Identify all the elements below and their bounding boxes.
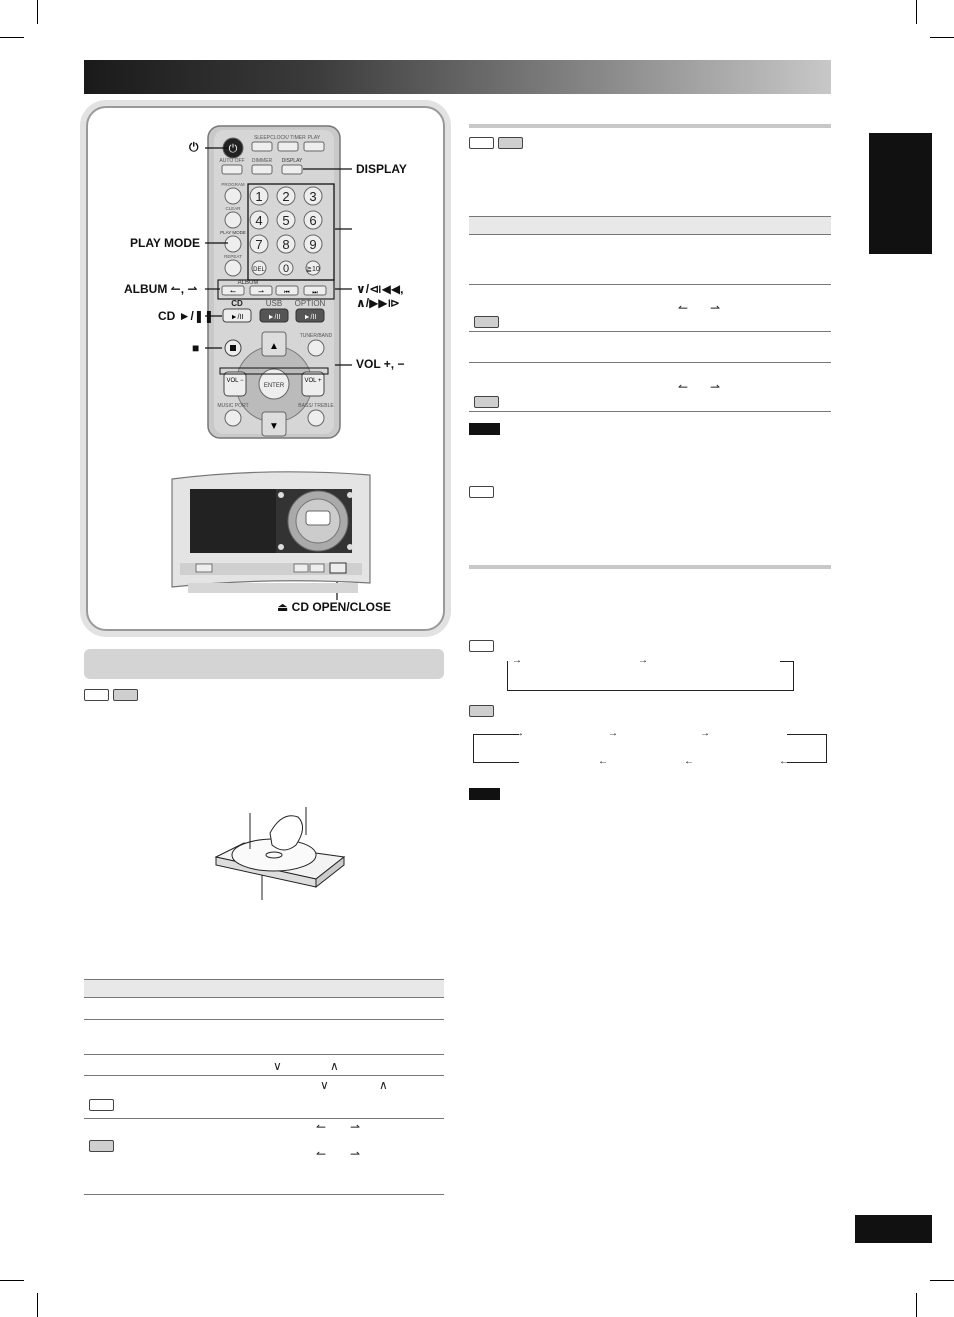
digit-label: 6 [309,213,317,228]
svg-text:►/II: ►/II [230,314,244,321]
unit-open-close-button [330,563,346,573]
note-tag [469,423,500,435]
skip-up-symbol: ∧ [379,1078,388,1092]
flow-diagram-line [507,690,794,691]
left-table-rule [84,997,444,998]
flow-diagram-line [780,661,794,662]
display-label: DISPLAY [281,158,303,164]
mode-chip-gray [474,316,499,328]
left-table-rule [84,1118,444,1119]
crop-mark [0,1280,24,1281]
mode-chip-white [469,486,494,498]
crop-mark [916,1293,917,1317]
mode-chip-white [84,689,109,701]
digit-label: ≧10 [306,266,320,273]
mode-chip-gray [474,396,499,408]
repeat-label: REPEAT [224,254,242,259]
vol-callout: VOL +, − [356,357,405,371]
right-table-rule [469,411,831,412]
display-callout: DISPLAY [356,162,407,176]
digit-label: 7 [255,237,263,252]
mode-chip-white [89,1099,114,1111]
skip-callout: ∨/⧏◀◀, ∧/▶▶⧐ [356,282,404,310]
right-section-rule [469,565,831,569]
mode-chip-white [469,640,494,652]
album-down-symbol: ↼ [316,1120,327,1134]
play-repeat-label: PLAY [307,135,321,141]
sleep-label: SLEEP [253,135,271,141]
unit-display [190,489,276,553]
svg-text:↼: ↼ [230,289,236,296]
digit-label: 8 [282,237,290,252]
skip-down-symbol: ∨ [320,1078,329,1092]
digit-label: 1 [255,189,263,204]
svg-text:►/II: ►/II [267,314,281,321]
digit-label: 4 [255,213,263,228]
usb-label: USB [265,299,283,308]
left-table-rule [84,979,444,980]
svg-text:⏭: ⏭ [312,290,318,296]
album-up-symbol: ⇀ [350,1147,361,1161]
right-table-rule [469,284,831,285]
disc-loading-illustration [212,805,347,900]
note-tag [469,788,500,800]
right-section-rule [469,124,831,128]
mode-chip-white [469,137,494,149]
program-label: PROGRAM [221,182,245,187]
music-port-label: MUSIC PORT [217,403,249,409]
left-table-rule [84,1054,444,1055]
flow-arrow-right: → [608,728,618,739]
album-up-symbol: ⇀ [710,301,721,315]
del-label: DEL [253,267,265,273]
right-table-rule [469,331,831,332]
digit-label: 0 [282,263,290,275]
vol-plus-label: VOL + [304,378,322,384]
svg-text:⇀: ⇀ [258,289,264,296]
flow-arrow-left: ← [684,756,694,767]
play-mode-callout: PLAY MODE [130,236,201,250]
svg-text:▼: ▼ [269,421,279,432]
left-table-rule [84,1194,444,1195]
auto-off-label: AUTO OFF [219,158,245,164]
enter-label: ENTER [263,383,285,389]
mode-chip-gray [498,137,523,149]
left-table-rule [84,1075,444,1076]
crop-mark [930,1280,954,1281]
flow-diagram-line [473,734,519,735]
flow-arrow-right: → [638,655,648,666]
bass-treble-label: BASS/ TREBLE [298,403,334,409]
right-table-rule [469,216,831,217]
digit-label: 2 [282,189,290,204]
album-up-symbol: ⇀ [350,1120,361,1134]
album-down-symbol: ↼ [678,301,689,315]
page-number-box [855,1215,932,1243]
album-callout: ALBUM ↼, ⇀ [124,282,198,296]
digit-label: 5 [282,213,290,228]
svg-text:⏻: ⏻ [228,143,238,155]
flow-diagram-line [826,734,827,763]
left-table-header [84,979,444,997]
flow-diagram-line [787,734,827,735]
right-table-rule [469,234,831,235]
svg-text:⏮: ⏮ [284,290,290,296]
clock-timer-label: CLOCK/ TIMER [270,135,306,141]
play-mode-label: PLAY MODE [220,230,246,235]
flow-diagram-line [473,734,474,763]
album-label: ALBUM [237,280,259,286]
album-down-symbol: ↼ [316,1147,327,1161]
flow-arrow-left: ← [779,756,789,767]
album-down-symbol: ↼ [678,380,689,394]
crop-mark [37,1293,38,1317]
mode-chip-gray [89,1140,114,1152]
flow-arrow-right: → [512,655,522,666]
flow-diagram-line [793,661,794,690]
svg-text:▲: ▲ [269,341,279,352]
album-up-symbol: ⇀ [710,380,721,394]
clear-label: CLEAR [225,206,241,211]
flow-arrow-right: → [514,728,524,739]
unit-power-button [196,564,212,572]
tuner-band-label: TUNER/BAND [299,333,333,339]
svg-text:►/II: ►/II [303,314,317,321]
flow-diagram-line [507,661,508,690]
main-unit-illustration [168,465,374,600]
option-label: OPTION [294,299,326,308]
power-callout: ⏻ [189,140,199,154]
mode-chip-gray [469,705,494,717]
flow-arrow-right: → [700,728,710,739]
flow-diagram-line [473,762,519,763]
cd-open-close-callout: ⏏ CD OPEN/CLOSE [277,600,392,614]
skip-down-symbol: ∨ [273,1059,282,1073]
left-section-heading-bar [84,649,444,679]
right-table-rule [469,362,831,363]
vol-minus-label: VOL − [226,378,244,384]
digit-label: 3 [309,189,317,204]
right-table-header [469,216,831,234]
cd-play-callout: CD ►/❚❚ [158,309,214,323]
left-table-rule [84,1019,444,1020]
skip-up-symbol: ∧ [330,1059,339,1073]
digit-label: 9 [309,237,317,252]
dimmer-label: DIMMER [251,158,273,164]
mode-chip-gray [113,689,138,701]
flow-diagram-line [787,762,827,763]
stop-callout: ■ [192,341,200,355]
cd-label: CD [231,299,243,308]
flow-arrow-left: ← [598,756,608,767]
